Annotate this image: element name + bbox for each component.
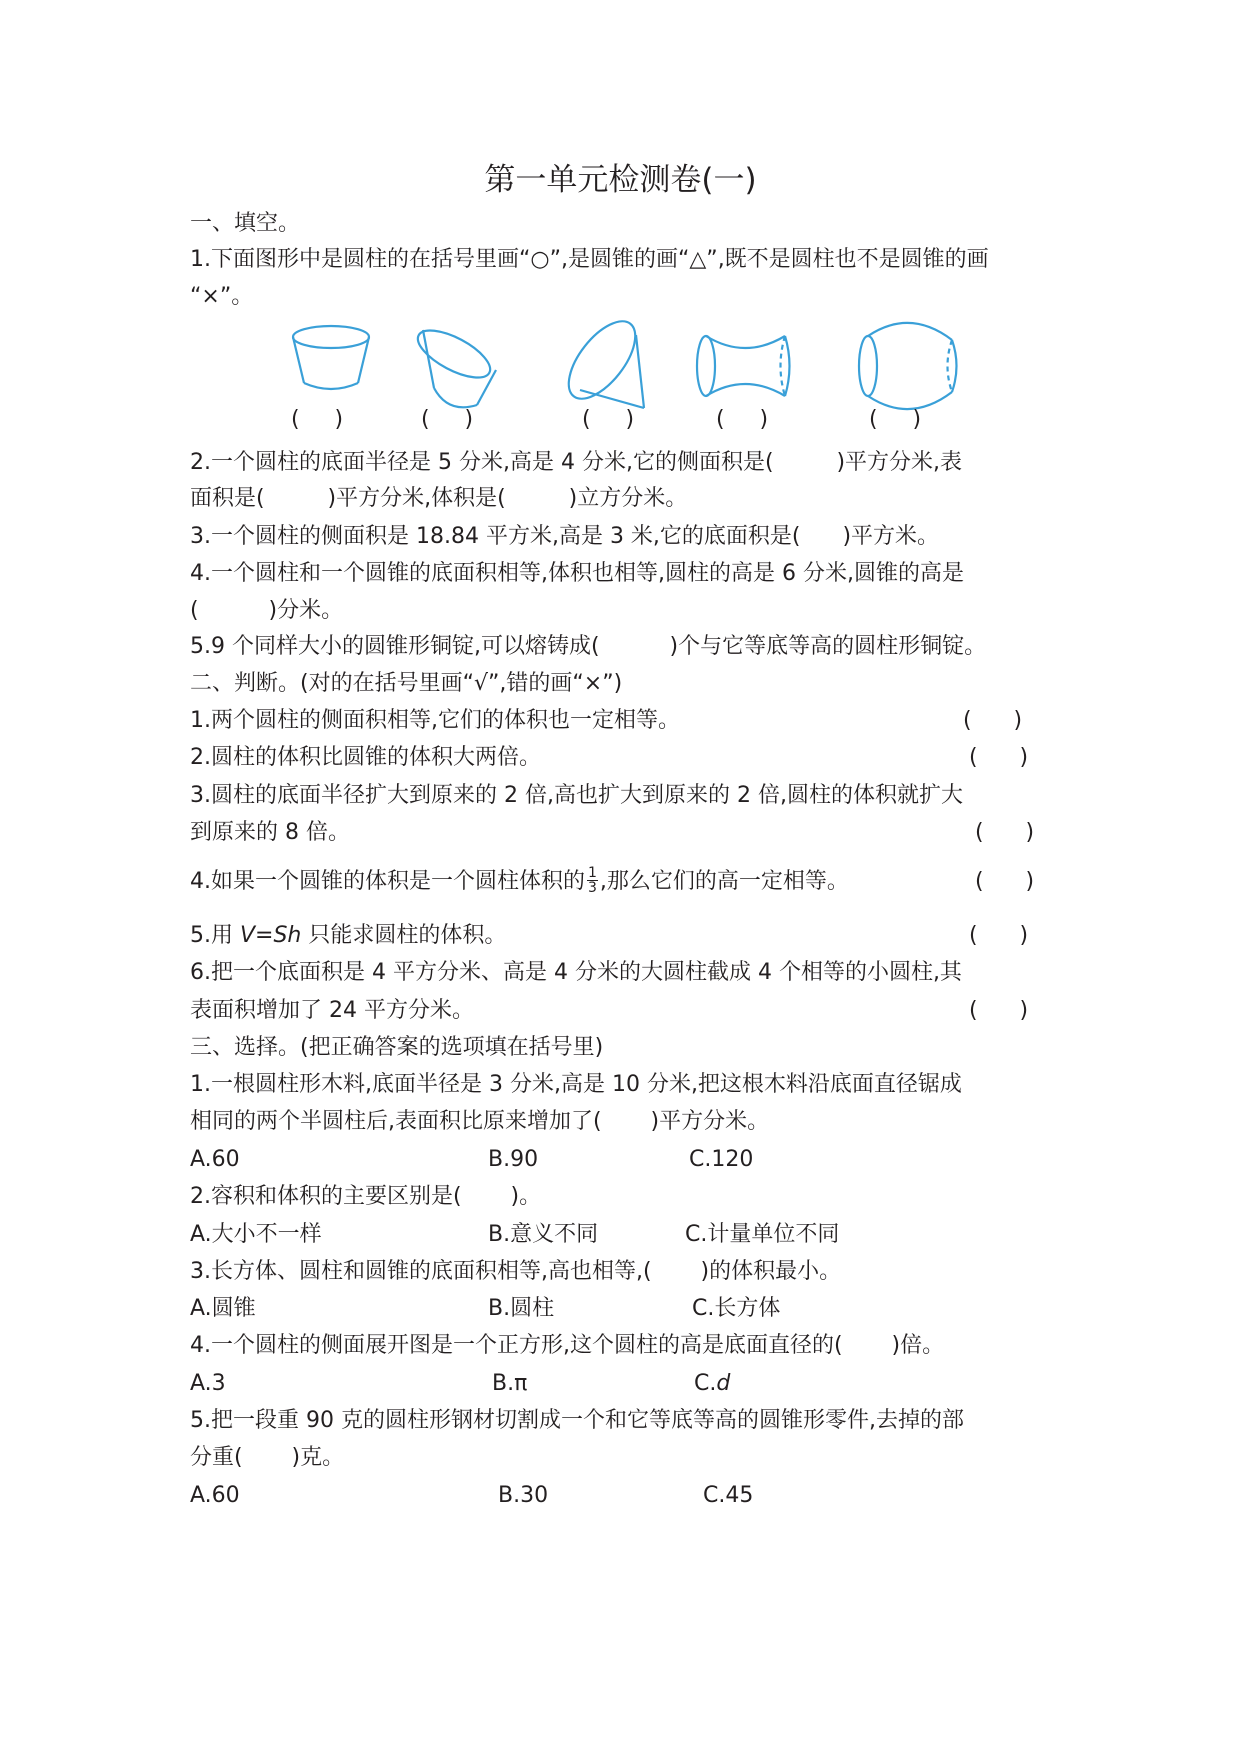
tilted-cylinder-icon bbox=[411, 321, 497, 407]
s3-q5-line2: 分重( )克。 bbox=[190, 1445, 345, 1470]
s3-q4: 4.一个圆柱的侧面展开图是一个正方形,这个圆柱的高是底面直径的( )倍。 bbox=[190, 1333, 945, 1358]
s2-q2-paren: ( ) bbox=[969, 745, 1029, 770]
s2-q4-text-after: ,那么它们的高一定相等。 bbox=[599, 869, 849, 894]
s3-q2-option-c: C.计量单位不同 bbox=[685, 1222, 840, 1247]
page-title: 第一单元检测卷(一) bbox=[484, 162, 757, 198]
s3-q1-option-c: C.120 bbox=[689, 1147, 754, 1172]
cone-icon bbox=[556, 310, 647, 410]
s1-q5: 5.9 个同样大小的圆锥形铜锭,可以熔铸成( )个与它等底等高的圆柱形铜锭。 bbox=[190, 634, 987, 659]
s3-q4-option-c bbox=[694, 1369, 730, 1399]
s2-q1: 1.两个圆柱的侧面积相等,它们的体积也一定相等。 bbox=[190, 708, 680, 733]
s1-q4-line2: ( )分米。 bbox=[190, 598, 344, 623]
s2-q6-line2: 表面积增加了 24 平方分米。 bbox=[190, 998, 474, 1023]
s2-q5-paren: ( ) bbox=[969, 923, 1029, 948]
s3-q3-option-c: C.长方体 bbox=[692, 1296, 781, 1321]
s2-q3-paren: ( ) bbox=[975, 820, 1035, 845]
s3-q4-option-b: B.π bbox=[492, 1371, 528, 1396]
bowtie-solid-icon bbox=[697, 336, 790, 396]
s2-q5 bbox=[190, 921, 506, 951]
s3-q5-option-a: A.60 bbox=[190, 1483, 240, 1508]
s3-q4-option-a: A.3 bbox=[190, 1371, 226, 1396]
s1-q1-line2: “×”。 bbox=[190, 284, 254, 309]
s3-q1-line1: 1.一根圆柱形木料,底面半径是 3 分米,高是 10 分米,把这根木料沿底面直径锯成 bbox=[190, 1072, 962, 1097]
s3-q1-option-a: A.60 bbox=[190, 1147, 240, 1172]
diameter-variable: d bbox=[716, 1371, 731, 1396]
one-third-fraction bbox=[587, 866, 598, 895]
s3-q5-option-b: B.30 bbox=[498, 1483, 549, 1508]
s3-q1-line2: 相同的两个半圆柱后,表面积比原来增加了( )平方分米。 bbox=[190, 1109, 770, 1134]
s3-q3: 3.长方体、圆柱和圆锥的底面积相等,高也相等,( )的体积最小。 bbox=[190, 1259, 842, 1284]
section2-heading: 二、判断。(对的在括号里画“√”,错的画“×”) bbox=[190, 671, 623, 696]
s3-q3-option-a: A.圆锥 bbox=[190, 1296, 256, 1321]
s3-q2: 2.容积和体积的主要区别是( )。 bbox=[190, 1184, 542, 1209]
figure-paren-1: ( ) bbox=[291, 407, 344, 432]
s1-q1-line1: 1.下面图形中是圆柱的在括号里画“○”,是圆锥的画“△”,既不是圆柱也不是圆锥的画 bbox=[190, 247, 989, 272]
s2-q5-suffix: 只能求圆柱的体积。 bbox=[301, 923, 507, 948]
s2-q1-paren: ( ) bbox=[963, 708, 1023, 733]
s2-q4-paren: ( ) bbox=[975, 869, 1035, 894]
s2-q4 bbox=[190, 864, 849, 897]
s2-q4-text-before: 4.如果一个圆锥的体积是一个圆柱体积的 bbox=[190, 869, 585, 894]
s3-q2-option-b: B.意义不同 bbox=[488, 1222, 599, 1247]
s2-q5-prefix: 5.用 bbox=[190, 923, 240, 948]
volume-formula: V=Sh bbox=[239, 923, 302, 948]
figure-paren-3: ( ) bbox=[582, 407, 635, 432]
s1-q3: 3.一个圆柱的侧面积是 18.84 平方米,高是 3 米,它的底面积是( )平方米。 bbox=[190, 524, 940, 549]
s2-q2: 2.圆柱的体积比圆锥的体积大两倍。 bbox=[190, 745, 541, 770]
s2-q6-line1: 6.把一个底面积是 4 平方分米、高是 4 分米的大圆柱截成 4 个相等的小圆柱,其 bbox=[190, 960, 962, 985]
s2-q3-line2: 到原来的 8 倍。 bbox=[190, 820, 350, 845]
figure-paren-2: ( ) bbox=[421, 407, 474, 432]
s2-q3-line1: 3.圆柱的底面半径扩大到原来的 2 倍,高也扩大到原来的 2 倍,圆柱的体积就扩大 bbox=[190, 783, 963, 808]
s1-q2-line1: 2.一个圆柱的底面半径是 5 分米,高是 4 分米,它的侧面积是( )平方分米,表 bbox=[190, 450, 963, 475]
fraction-numerator: 1 bbox=[588, 864, 597, 881]
s1-q4-line1: 4.一个圆柱和一个圆锥的底面积相等,体积也相等,圆柱的高是 6 分米,圆锥的高是 bbox=[190, 561, 964, 586]
figure-paren-5: ( ) bbox=[869, 407, 922, 432]
section1-heading: 一、填空。 bbox=[190, 211, 301, 236]
frustum-cup-icon bbox=[293, 326, 369, 389]
fraction-denominator: 3 bbox=[588, 879, 597, 896]
s2-q6-paren: ( ) bbox=[969, 998, 1029, 1023]
section3-heading: 三、选择。(把正确答案的选项填在括号里) bbox=[190, 1035, 604, 1060]
figure-paren-4: ( ) bbox=[716, 407, 769, 432]
s3-q5-line1: 5.把一段重 90 克的圆柱形钢材切割成一个和它等底等高的圆锥形零件,去掉的部 bbox=[190, 1408, 964, 1433]
s3-q3-option-b: B.圆柱 bbox=[488, 1296, 555, 1321]
s3-q1-option-b: B.90 bbox=[488, 1147, 539, 1172]
s1-q2-line2: 面积是( )平方分米,体积是( )立方分米。 bbox=[190, 486, 688, 511]
s3-q4-option-c-label: C. bbox=[694, 1371, 717, 1396]
s3-q2-option-a: A.大小不一样 bbox=[190, 1222, 322, 1247]
barrel-icon bbox=[859, 323, 957, 409]
s3-q5-option-c: C.45 bbox=[703, 1483, 754, 1508]
